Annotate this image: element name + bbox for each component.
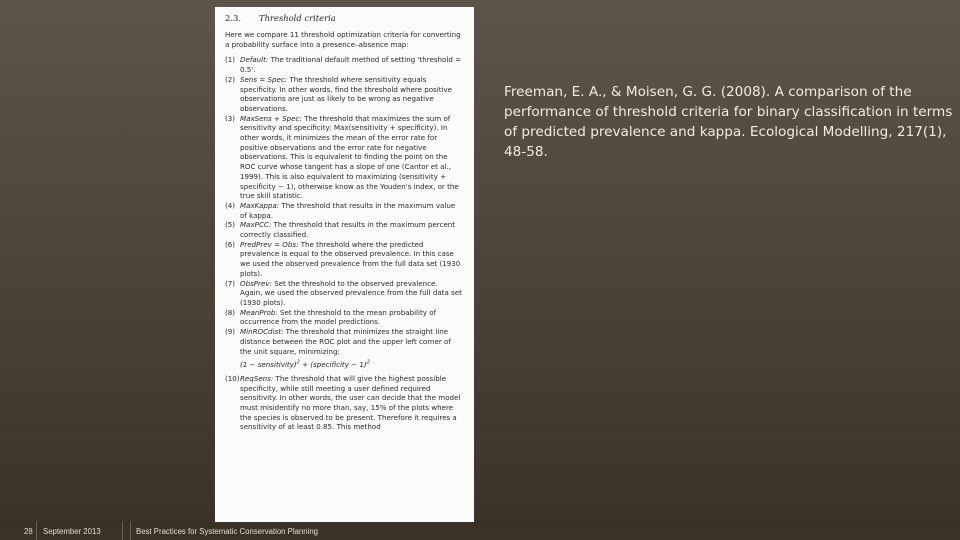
criterion-item <box>225 75 462 114</box>
criterion-number: (5) <box>225 220 236 230</box>
criterion-name: MeanProb: <box>240 307 278 317</box>
criterion-item <box>225 201 462 220</box>
criterion-text: The threshold that results in the maximum percent correctly classified. <box>240 220 456 240</box>
criterion-text: The threshold that minimizes the straight line distance between the ROC plot and the upper left corner of the unit square, minimizing: <box>240 327 451 356</box>
criterion-item <box>225 308 462 327</box>
footer-divider <box>36 522 37 540</box>
criterion-name: MaxSens + Spec: <box>240 113 302 123</box>
formula-term-1: (1 − sensitivity) <box>240 360 297 370</box>
criterion-text: The threshold where sensitivity equals specificity. In other words, find the threshold where positive observations are just as likely to be wrong as negative observations. <box>240 74 453 113</box>
criterion-name: MaxPCC: <box>240 220 272 230</box>
paper-intro-text: Here we compare 11 threshold optimization criteria for converting a probability surface into a presence–absence map: <box>225 30 461 49</box>
footer-date: September 2013 <box>43 527 101 536</box>
section-title: Threshold criteria <box>259 13 336 23</box>
criterion-item <box>225 240 462 279</box>
criterion-name: ReqSens: <box>240 373 274 383</box>
criterion-item <box>225 327 462 370</box>
roc-distance-formula <box>240 360 462 370</box>
criterion-number: (7) <box>225 278 236 288</box>
criterion-name: Sens = Spec: <box>240 74 288 84</box>
criterion-text: The threshold that will give the highest possible specificity, while still meeting a user defined required sensitivity. In other words, the user can decide that the model must misidentify no more than, say, 15% of the plots where the species is observed to be present. Therefore it requires a sensitivity of at least 0.85. This method <box>240 373 461 432</box>
footer-divider <box>122 522 123 540</box>
footer-presentation-title: Best Practices for Systematic Conservation Planning <box>136 527 319 536</box>
criterion-item <box>225 279 462 308</box>
criterion-number: (2) <box>225 74 236 84</box>
criterion-number: (9) <box>225 327 236 337</box>
criterion-name: ObsPrev: <box>240 278 272 288</box>
criterion-text: The threshold that maximizes the sum of sensitivity and specificity: Max(sensitivity + specificity). In other words, it minimizes the mean of the error rate for positive observations and the error rate for negative observations. This is equivalent to finding the point on the ROC curve whose tangent has a slope of one (Cantor et al., 1999). This is also equivalent to maximizing (sensitivity + specificity − 1), otherwise know as the Youden's index, or the true skill statistic. <box>240 113 459 201</box>
criterion-name: Default: <box>240 55 269 65</box>
criterion-number: (3) <box>225 113 236 123</box>
criterion-name: PredPrev = Obs: <box>240 239 299 249</box>
paper-excerpt-image <box>215 7 474 522</box>
criterion-text: Set the threshold to the mean probability of occurrence from the model predictions. <box>240 307 437 327</box>
criterion-number: (10) <box>225 373 240 383</box>
criterion-text: Set the threshold to the observed prevalence. Again, we used the observed prevalence from the full data set (1930 plots). <box>240 278 462 307</box>
criterion-name: MinROCdist: <box>240 327 284 337</box>
section-number: 2.3. <box>225 13 241 23</box>
footer-divider <box>130 522 131 540</box>
criterion-number: (6) <box>225 239 236 249</box>
criterion-item <box>225 55 462 74</box>
section-heading <box>225 13 462 23</box>
criterion-number: (8) <box>225 307 236 317</box>
criterion-text: The threshold where the predicted prevalence is equal to the observed prevalence. In this case we used the observed prevalence from the full data set (1930 plots). <box>240 239 461 278</box>
criterion-item <box>225 114 462 201</box>
formula-exponent: 2 <box>366 359 370 366</box>
formula-exponent: 2 <box>296 359 300 366</box>
criterion-item <box>225 374 462 432</box>
citation-text: Freeman, E. A., & Moisen, G. G. (2008). A comparison of the performance of threshold criteria for binary classification in terms of predicted prevalence and kappa. Ecological Modelling, 217(1), 48-58. <box>504 84 953 160</box>
criteria-list <box>225 55 462 432</box>
criterion-number: (4) <box>225 200 236 210</box>
criterion-text: The threshold that results in the maximum value of kappa. <box>240 200 456 220</box>
slide-number: 28 <box>24 527 33 536</box>
criterion-name: MaxKappa: <box>240 200 280 210</box>
criterion-item <box>225 220 462 239</box>
criterion-text: The traditional default method of setting 'threshold = 0.5'. <box>240 55 462 75</box>
formula-term-2: + (specificity − 1) <box>299 360 367 370</box>
criterion-number: (1) <box>225 55 236 65</box>
